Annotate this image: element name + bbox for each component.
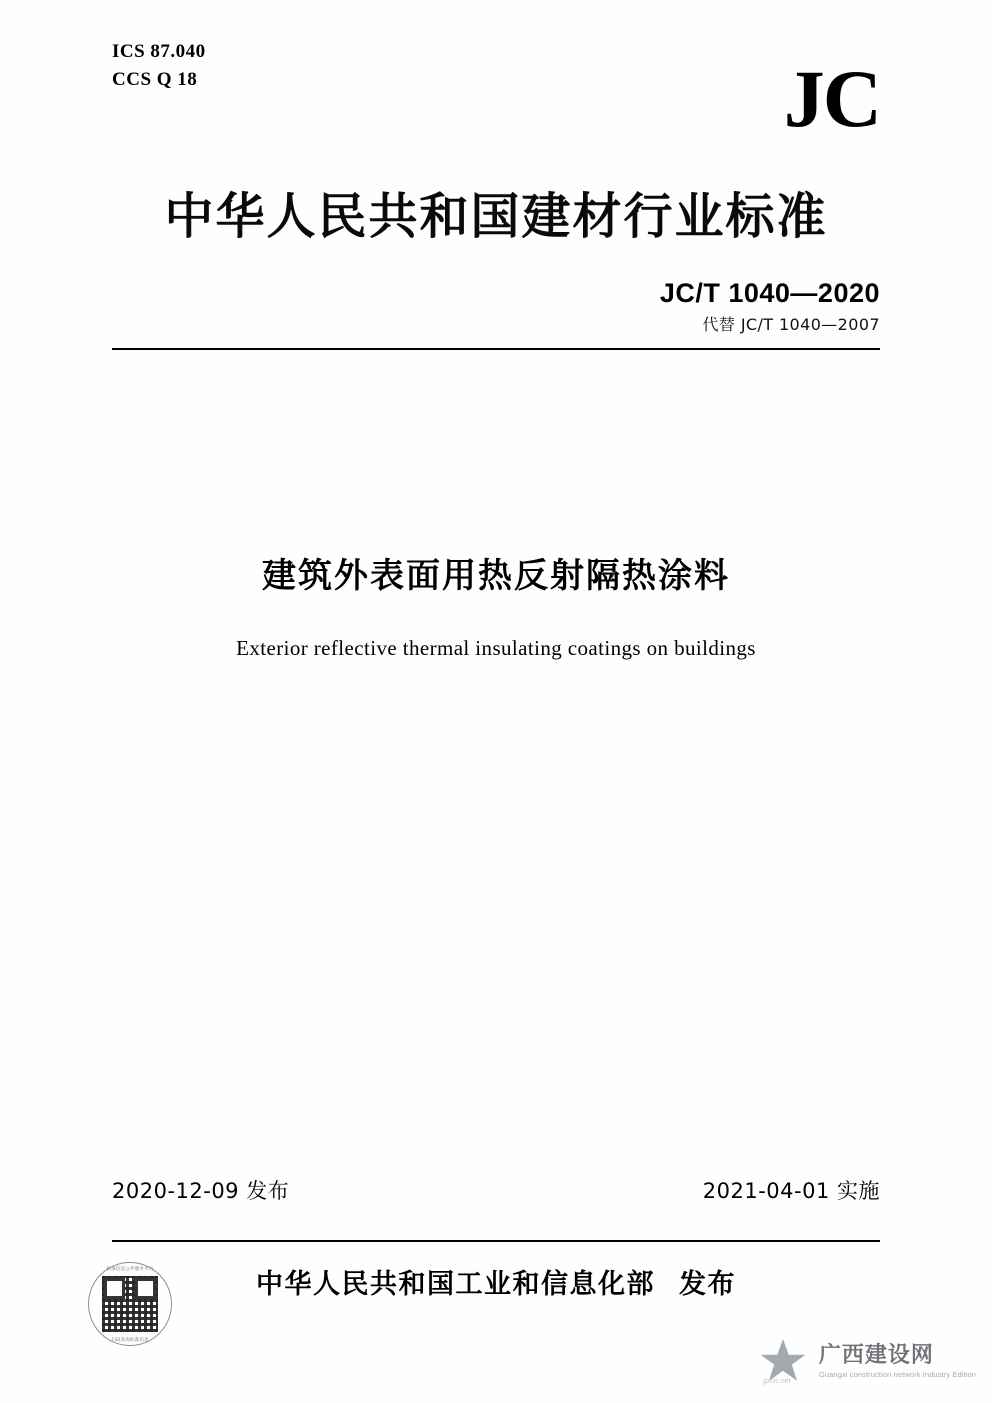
qr-seal-stamp (88, 1262, 172, 1346)
effective-date: 2021-04-01 实施 (702, 1179, 880, 1203)
qr-code-icon (102, 1276, 158, 1332)
watermark-texts (819, 1343, 976, 1380)
watermark-name-en: Guangxi construction network Industry Edition (818, 1369, 976, 1379)
footer-divider (112, 1240, 880, 1242)
national-standard-title: 中华人民共和国建材行业标准 (164, 188, 828, 245)
watermark-subtext: gxcic.net (762, 1378, 791, 1385)
ics-code: ICS 87.040 (112, 41, 206, 62)
document-title-english: Exterior reflective thermal insulating coatings on buildings (236, 636, 756, 660)
standard-replaces: 代替 JC/T 1040—2007 (702, 315, 880, 334)
release-date: 2020-12-09 发布 (112, 1179, 290, 1203)
publisher-verb: 发布 (679, 1269, 736, 1300)
ccs-code: CCS Q 18 (112, 68, 198, 90)
jc-logo: JC (783, 53, 880, 144)
seal-top-text: 标准信息公共服务平台 (106, 1267, 154, 1272)
watermark-name-cn: 广西建设网 (818, 1342, 934, 1368)
publisher-name: 中华人民共和国工业和信息化部 (256, 1269, 655, 1300)
seal-bottom-text: 扫码查询标准信息 (111, 1338, 149, 1343)
document-title-chinese: 建筑外表面用热反射隔热涂料 (262, 556, 730, 596)
header-divider (112, 348, 880, 350)
watermark (757, 1335, 976, 1387)
standard-number: JC/T 1040—2020 (659, 278, 880, 308)
ics-block (112, 38, 206, 93)
